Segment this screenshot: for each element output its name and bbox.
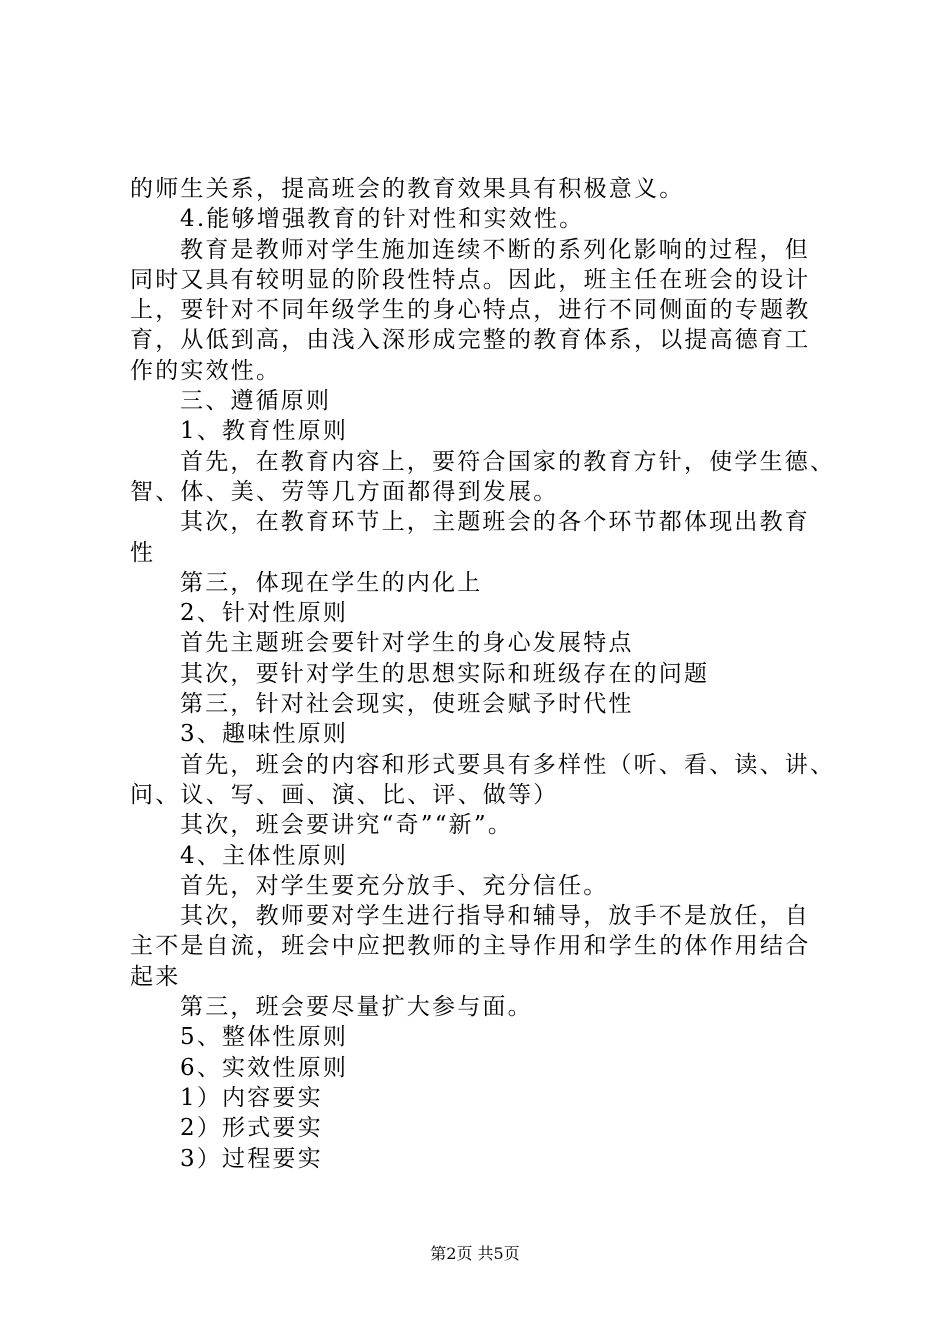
text-line: 2、针对性原则 xyxy=(180,600,349,627)
text-line: 起来 xyxy=(130,963,181,990)
text-line: 主不是自流，班会中应把教师的主导作用和学生的体作用结合 xyxy=(130,933,811,960)
text-line: 其次，班会要讲究“奇”“新”。 xyxy=(180,812,514,839)
text-line: 的师生关系，提高班会的教育效果具有积极意义。 xyxy=(130,176,685,202)
text-line: 其次，教师要对学生进行指导和辅导，放手不是放任，自 xyxy=(180,903,810,930)
text-line: 6、实效性原则 xyxy=(180,1054,349,1081)
text-line: 2）形式要实 xyxy=(180,1115,323,1142)
text-line: 育，从低到高，由浅入深形成完整的教育体系，以提高德育工 xyxy=(130,327,811,354)
text-line: 首先，班会的内容和形式要具有多样性（听、看、读、讲、 xyxy=(180,751,836,778)
text-line: 首先，在教育内容上，要符合国家的教育方针，使学生德、 xyxy=(180,448,836,475)
text-line: 教育是教师对学生施加连续不断的系列化影响的过程，但 xyxy=(180,236,810,263)
text-line: 作的实效性。 xyxy=(130,357,282,384)
text-line: 4.能够增强教育的针对性和实效性。 xyxy=(180,206,585,233)
text-line: 其次，要针对学生的思想实际和班级存在的问题 xyxy=(180,660,710,687)
text-line: 其次，在教育环节上，主题班会的各个环节都体现出教育 xyxy=(180,509,810,536)
text-line: 第三，班会要尽量扩大参与面。 xyxy=(180,994,533,1021)
text-line: 三、遵循原则 xyxy=(180,388,332,415)
page-number: 第2页 共5页 xyxy=(430,1244,520,1263)
text-line: 1、教育性原则 xyxy=(180,418,349,445)
text-line: 问、议、写、画、演、比、评、做等） xyxy=(130,781,559,808)
document-body xyxy=(130,174,852,1174)
text-line: 智、体、美、劳等几方面都得到发展。 xyxy=(130,478,559,505)
text-line: 3、趣味性原则 xyxy=(180,721,349,748)
text-line: 第三，针对社会现实，使班会赋予时代性 xyxy=(180,691,634,718)
text-line: 上，要针对不同年级学生的身心特点，进行不同侧面的专题教 xyxy=(130,297,811,324)
text-line: 第三，体现在学生的内化上 xyxy=(180,569,483,596)
text-line: 5、整体性原则 xyxy=(180,1024,349,1051)
text-line: 1）内容要实 xyxy=(180,1084,323,1111)
text-line: 4、主体性原则 xyxy=(180,842,349,869)
text-line: 3）过程要实 xyxy=(180,1145,323,1172)
text-line: 首先主题班会要针对学生的身心发展特点 xyxy=(180,630,634,657)
text-line: 首先，对学生要充分放手、充分信任。 xyxy=(180,872,609,899)
page-footer xyxy=(0,1244,950,1264)
text-line: 性 xyxy=(130,539,156,566)
text-line: 同时又具有较明显的阶段性特点。因此，班主任在班会的设计 xyxy=(130,266,811,293)
